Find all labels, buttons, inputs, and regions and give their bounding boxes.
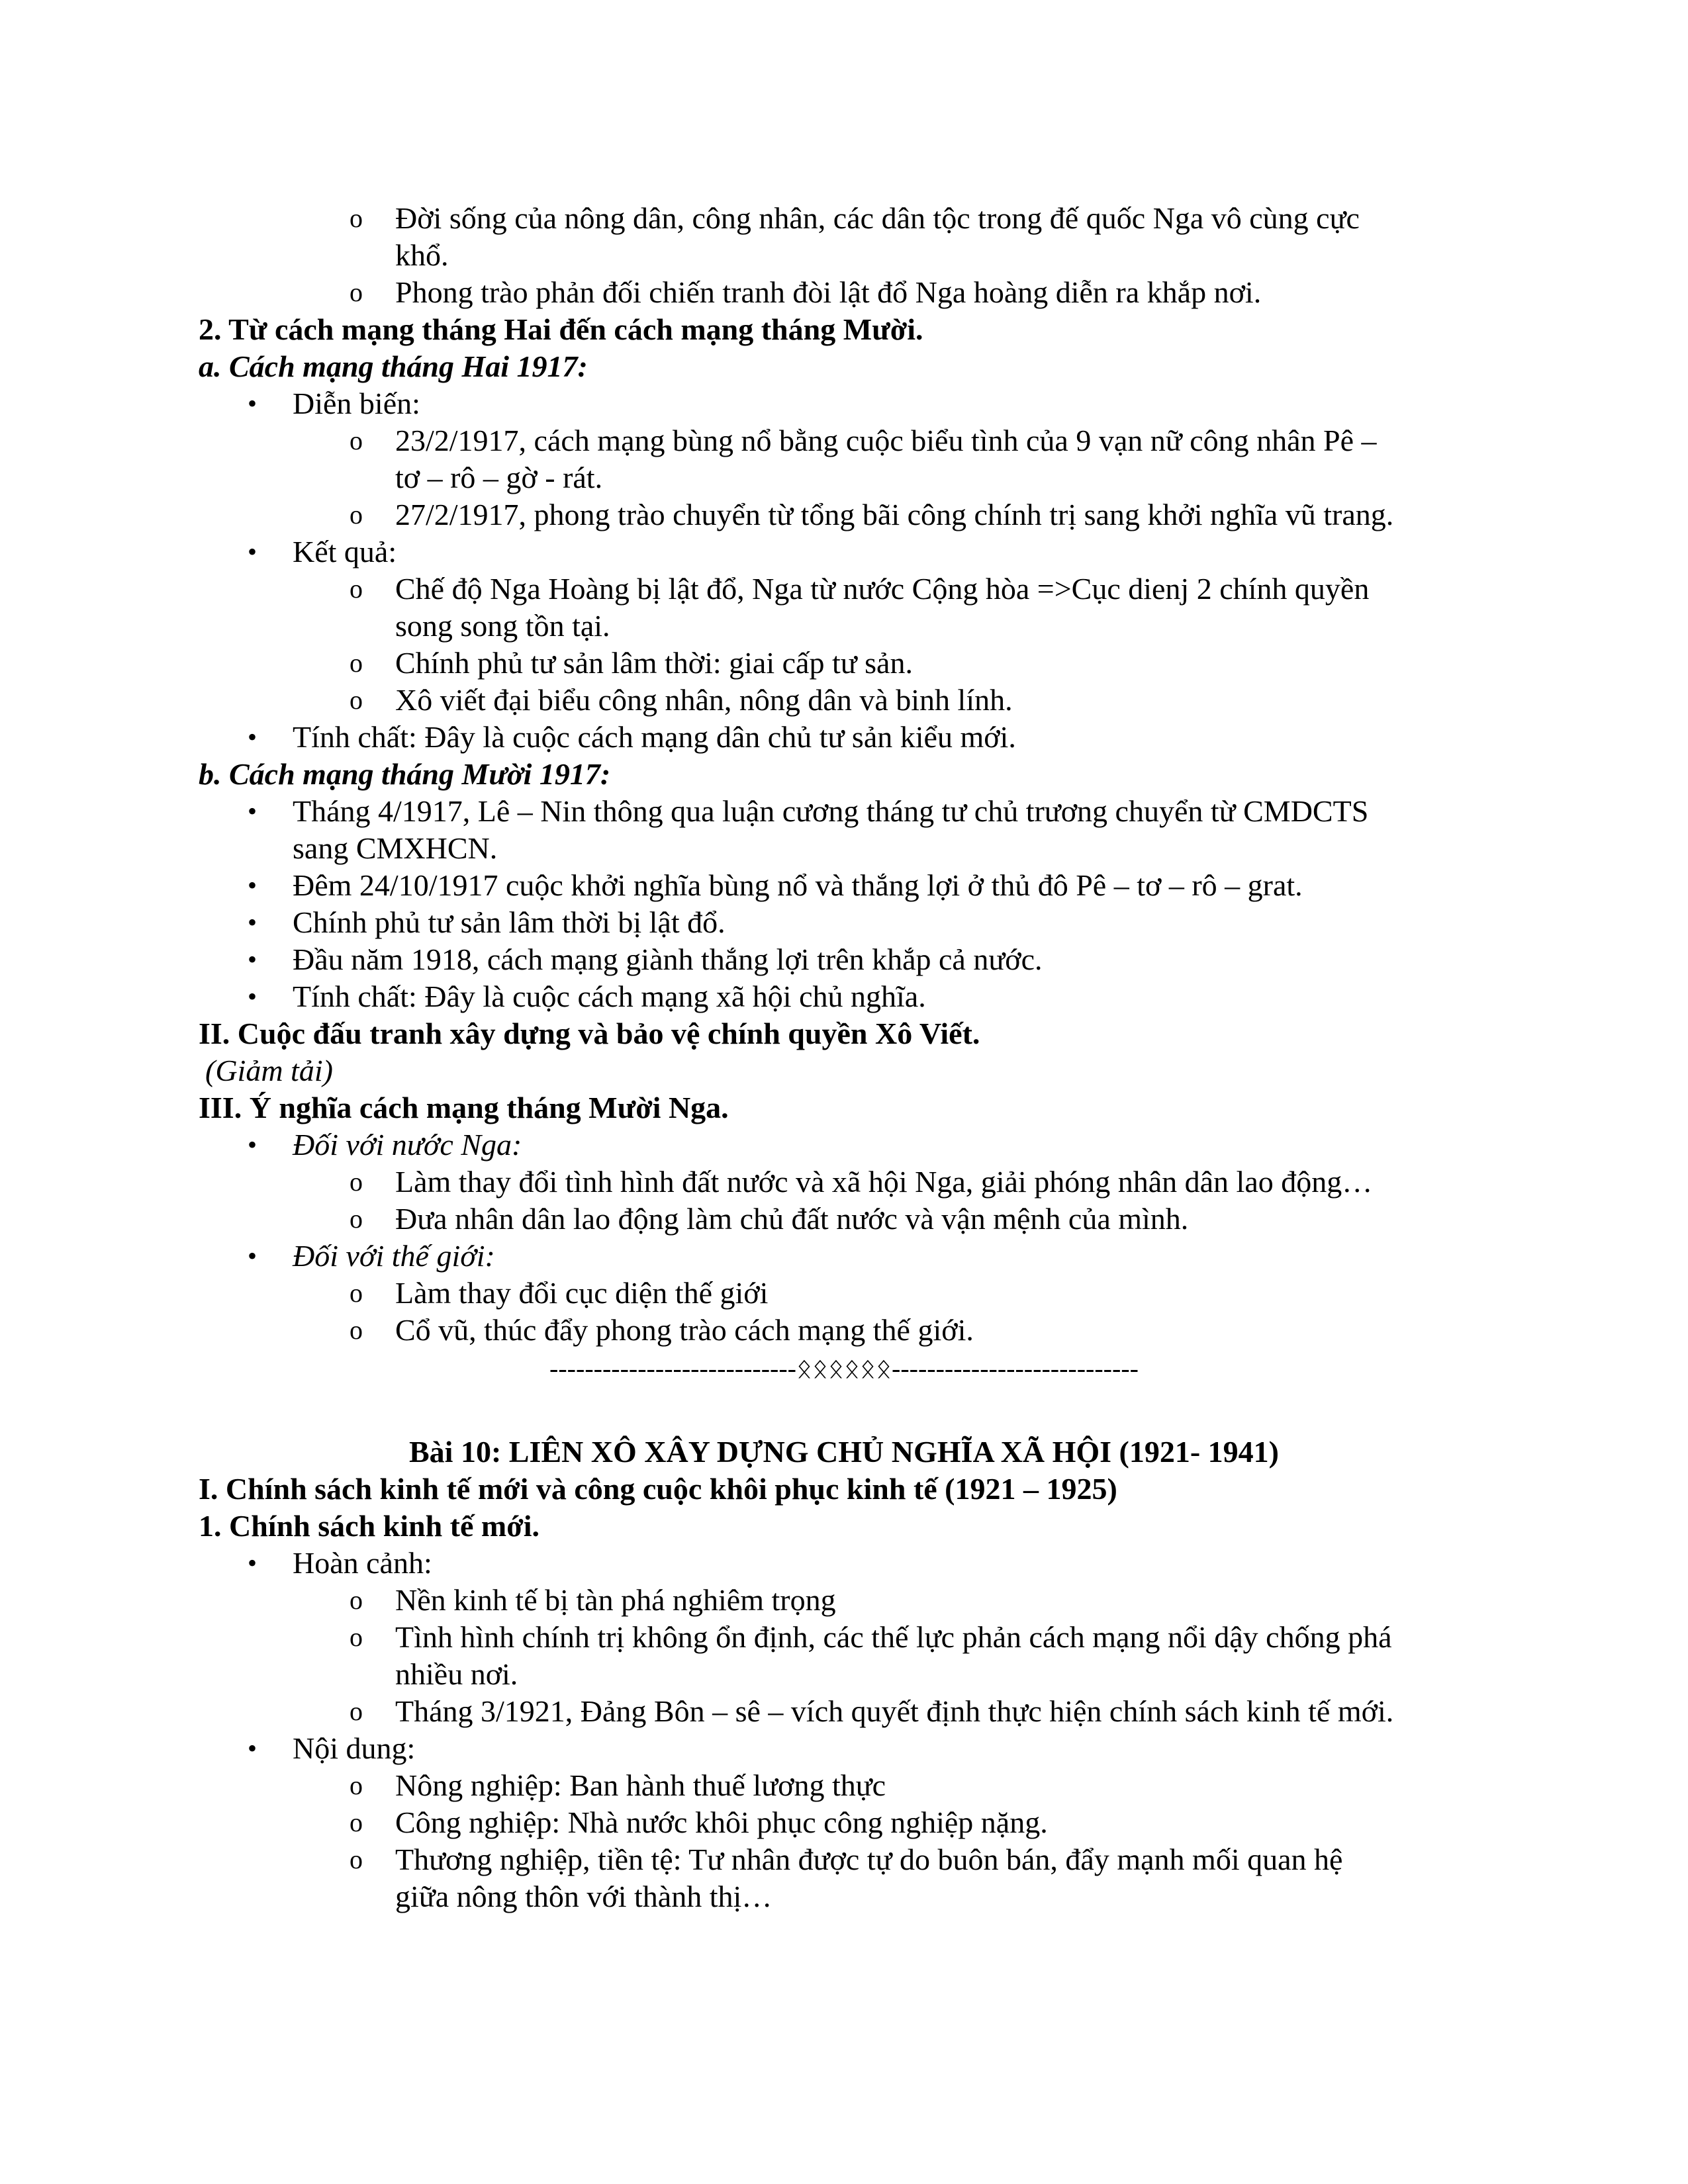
filled-bullet-icon: • xyxy=(248,870,258,900)
list-item-text: Công nghiệp: Nhà nước khôi phục công nghiệp nặng. xyxy=(395,1805,1048,1839)
list-item-text: Nền kinh tế bị tàn phá nghiêm trọng xyxy=(395,1583,836,1617)
circle-bullet-icon: o xyxy=(350,685,363,715)
filled-bullet-icon: • xyxy=(248,722,258,752)
list-item-text: Nông nghiệp: Ban hành thuế lương thực xyxy=(395,1768,886,1802)
list-item-text: Làm thay đổi cục diện thế giới xyxy=(395,1276,769,1310)
list-item-text: Chế độ Nga Hoàng bị lật đổ, Nga từ nước Cộng hòa =>Cục dienj 2 chính quyền xyxy=(395,572,1370,606)
list-item-text: Làm thay đổi tình hình đất nước và xã hội Nga, giải phóng nhân dân lao động… xyxy=(395,1165,1373,1199)
list-item-text: Đầu năm 1918, cách mạng giành thắng lợi trên khắp cả nước. xyxy=(293,942,1043,976)
filled-bullet-icon: • xyxy=(248,796,258,826)
section-heading: I. Chính sách kinh tế mới và công cuộc khôi phục kinh tế (1921 – 1925) xyxy=(199,1472,1117,1506)
filled-bullet-icon: • xyxy=(248,944,258,974)
note-text: (Giảm tải) xyxy=(205,1054,333,1087)
section-heading: II. Cuộc đấu tranh xây dựng và bảo vệ chính quyền Xô Viết. xyxy=(199,1017,980,1050)
list-item-text: sang CMXHCN. xyxy=(293,831,498,865)
section-heading: III. Ý nghĩa cách mạng tháng Mười Nga. xyxy=(199,1091,729,1124)
section-divider: ----------------------------ᛟᛟᛟᛟᛟᛟ---------------------------- xyxy=(549,1353,1139,1383)
list-item-text: Kết quả: xyxy=(293,535,397,569)
list-item-text: tơ – rô – gờ - rát. xyxy=(395,461,603,494)
list-item-text: Đời sống của nông dân, công nhân, các dân tộc trong đế quốc Nga vô cùng cực xyxy=(395,201,1360,235)
filled-bullet-icon: • xyxy=(248,388,258,418)
list-item-text: Chính phủ tư sản lâm thời: giai cấp tư sản. xyxy=(395,646,913,680)
list-item-text: nhiều nơi. xyxy=(395,1657,518,1691)
circle-bullet-icon: o xyxy=(350,1315,363,1345)
circle-bullet-icon: o xyxy=(350,426,363,455)
list-item-text: Hoàn cảnh: xyxy=(293,1546,432,1580)
list-item-text: Diễn biến: xyxy=(293,387,420,420)
circle-bullet-icon: o xyxy=(350,277,363,307)
list-item-text: 23/2/1917, cách mạng bùng nổ bằng cuộc biểu tình của 9 vạn nữ công nhân Pê – xyxy=(395,424,1377,457)
list-item-text: Tháng 3/1921, Đảng Bôn – sê – vích quyết định thực hiện chính sách kinh tế mới. xyxy=(395,1694,1394,1728)
circle-bullet-icon: o xyxy=(350,1807,363,1837)
list-item-text: 27/2/1917, phong trào chuyển từ tổng bãi công chính trị sang khởi nghĩa vũ trang. xyxy=(395,498,1394,531)
list-item-text: Nội dung: xyxy=(293,1731,416,1765)
list-item-text: song song tồn tại. xyxy=(395,609,610,643)
filled-bullet-icon: • xyxy=(248,537,258,567)
section-heading: 2. Từ cách mạng tháng Hai đến cách mạng tháng Mười. xyxy=(199,312,923,346)
circle-bullet-icon: o xyxy=(350,1844,363,1874)
circle-bullet-icon: o xyxy=(350,1204,363,1234)
filled-bullet-icon: • xyxy=(248,1130,258,1160)
list-item-text: Thương nghiệp, tiền tệ: Tư nhân được tự do buôn bán, đẩy mạnh mối quan hệ xyxy=(395,1843,1343,1876)
circle-bullet-icon: o xyxy=(350,574,363,604)
lesson-title: Bài 10: LIÊN XÔ XÂY DỰNG CHỦ NGHĨA XÃ HỘI (1921- 1941) xyxy=(409,1435,1279,1469)
circle-bullet-icon: o xyxy=(350,648,363,678)
circle-bullet-icon: o xyxy=(350,1696,363,1726)
filled-bullet-icon: • xyxy=(248,1548,258,1578)
circle-bullet-icon: o xyxy=(350,1585,363,1615)
circle-bullet-icon: o xyxy=(350,203,363,233)
list-item-text: Đưa nhân dân lao động làm chủ đất nước và vận mệnh của mình. xyxy=(395,1202,1189,1236)
list-item-text: Tháng 4/1917, Lê – Nin thông qua luận cương tháng tư chủ trương chuyển từ CMDCTS xyxy=(293,794,1369,828)
filled-bullet-icon: • xyxy=(248,1241,258,1271)
list-item-text: Đối với nước Nga: xyxy=(293,1128,522,1161)
subsection-heading: b. Cách mạng tháng Mười 1917: xyxy=(199,757,611,791)
circle-bullet-icon: o xyxy=(350,1167,363,1197)
list-item-text: Đối với thế giới: xyxy=(293,1239,495,1273)
list-item-text: khổ. xyxy=(395,238,449,272)
circle-bullet-icon: o xyxy=(350,1622,363,1652)
list-item-text: Đêm 24/10/1917 cuộc khởi nghĩa bùng nổ và thắng lợi ở thủ đô Pê – tơ – rô – grat. xyxy=(293,868,1303,902)
list-item-text: Xô viết đại biểu công nhân, nông dân và binh lính. xyxy=(395,683,1013,717)
list-item-text: Chính phủ tư sản lâm thời bị lật đổ. xyxy=(293,905,726,939)
section-heading: 1. Chính sách kinh tế mới. xyxy=(199,1509,539,1543)
circle-bullet-icon: o xyxy=(350,500,363,529)
list-item-text: Phong trào phản đối chiến tranh đòi lật đổ Nga hoàng diễn ra khắp nơi. xyxy=(395,275,1262,309)
filled-bullet-icon: • xyxy=(248,907,258,937)
list-item-text: giữa nông thôn với thành thị… xyxy=(395,1880,773,1913)
list-item-text: Tính chất: Đây là cuộc cách mạng xã hội chủ nghĩa. xyxy=(293,979,926,1013)
filled-bullet-icon: • xyxy=(248,981,258,1011)
list-item-text: Tình hình chính trị không ổn định, các thế lực phản cách mạng nổi dậy chống phá xyxy=(395,1620,1392,1654)
list-item-text: Cổ vũ, thúc đẩy phong trào cách mạng thế giới. xyxy=(395,1313,974,1347)
list-item-text: Tính chất: Đây là cuộc cách mạng dân chủ tư sản kiểu mới. xyxy=(293,720,1016,754)
circle-bullet-icon: o xyxy=(350,1278,363,1308)
filled-bullet-icon: • xyxy=(248,1733,258,1763)
circle-bullet-icon: o xyxy=(350,1770,363,1800)
subsection-heading: a. Cách mạng tháng Hai 1917: xyxy=(199,349,588,383)
